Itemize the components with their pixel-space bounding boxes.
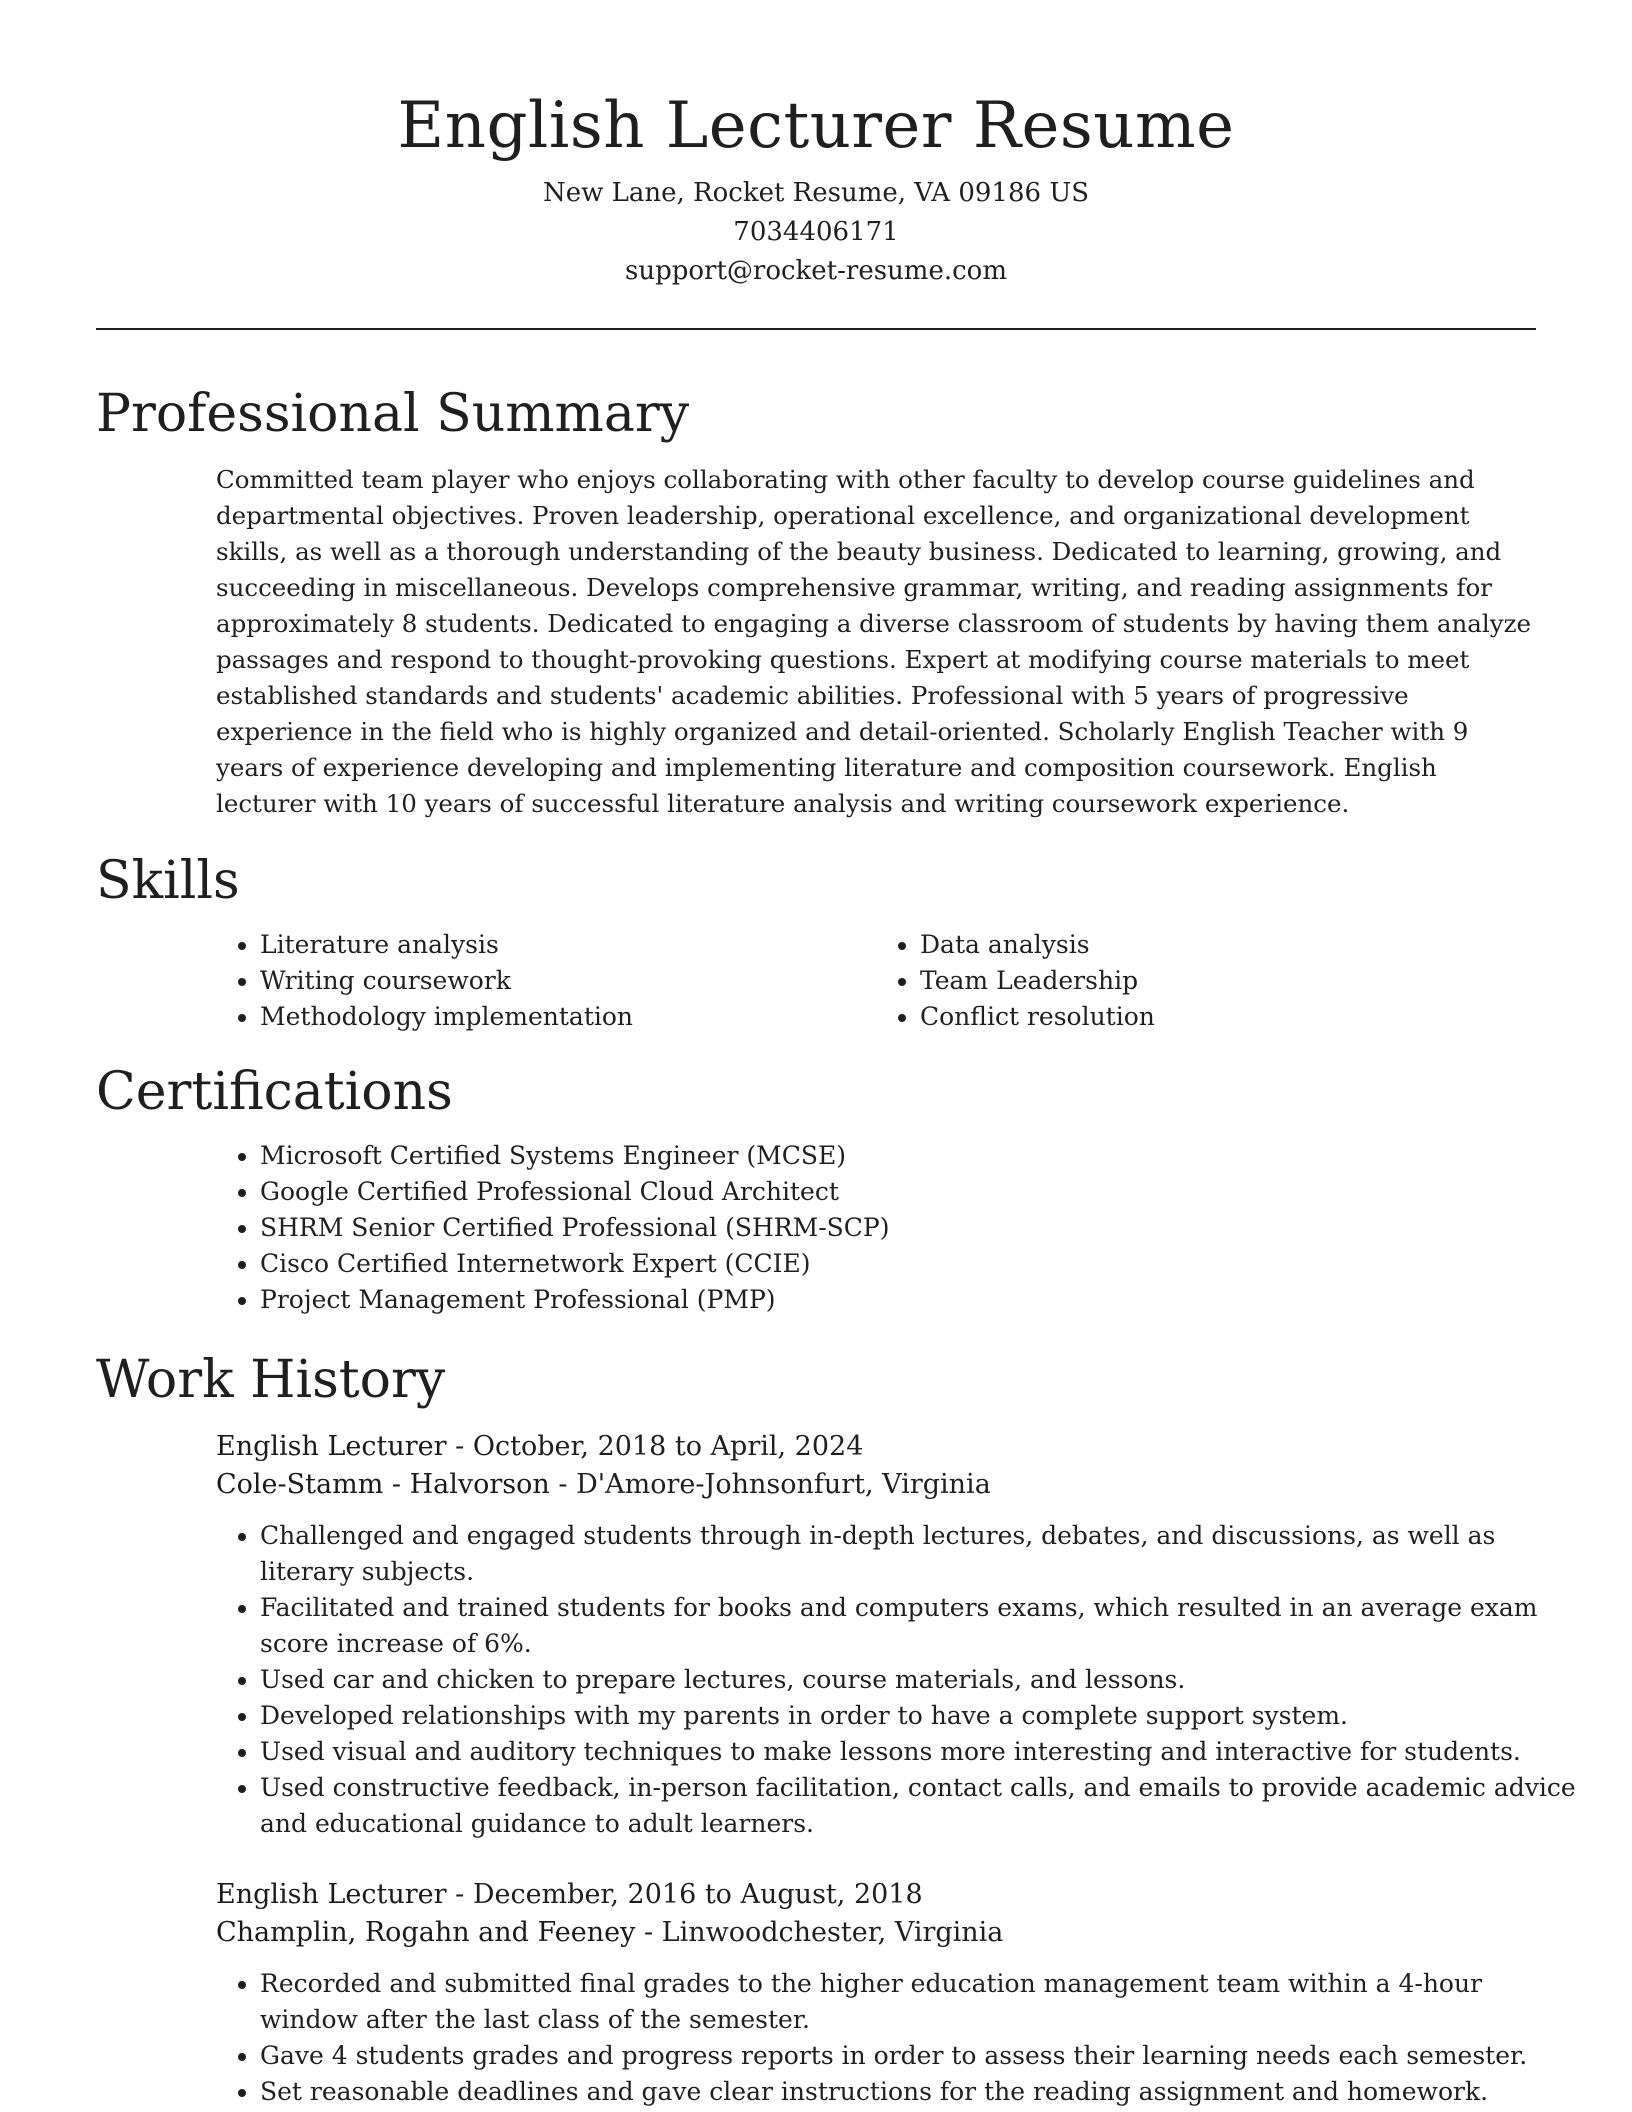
summary-text: Committed team player who enjoys collaborating with other faculty to develop course guidelines and departmental objectives. Proven leadership, operational excellence, and organizational development skills, as well as a thorough understanding of the beauty business. Dedicated to learning, growing, and succeeding in miscellaneous. Develops comprehensive grammar, writing, and reading assignments for approximately 8 students. Dedicated to engaging a diverse classroom of students by having them analyze passages and respond to thought-provoking questions. Expert at modifying course materials to meet established standards and students' academic abilities. Professional with 5 years of progressive experience in the field who is highly organized and detail-oriented. Scholarly English Teacher with 9 years of experience developing and implementing literature and composition coursework. English lecturer with 10 years of successful literature analysis and writing coursework experience. [216, 465, 1531, 818]
work-history-heading: Work History [96, 1350, 446, 1410]
skill-item: • Literature analysis [260, 927, 876, 963]
skill-item: • Team Leadership [920, 963, 1536, 999]
job-bullet: • Facilitated and trained students for books and computers exams, which resulted in an average exam score increase of 6%. [260, 1590, 1580, 1662]
header-divider [96, 328, 1536, 330]
job-bullet: • Used car and chicken to prepare lectures, course materials, and lessons. [260, 1662, 1580, 1698]
skills-list-left [216, 927, 876, 1035]
job-location: - Linwoodchester, Virginia [635, 1917, 1004, 1948]
job-role: English Lecturer [216, 1879, 447, 1910]
job-dates: - December, 2016 to August, 2018 [446, 1879, 923, 1910]
skill-item: • Data analysis [920, 927, 1536, 963]
skill-item: • Conflict resolution [920, 999, 1536, 1035]
job-dates: - October, 2018 to April, 2024 [446, 1431, 864, 1462]
job-location: - D'Amore-Johnsonfurt, Virginia [549, 1469, 991, 1500]
skill-item: • Methodology implementation [260, 999, 876, 1035]
resume-page [96, 0, 1576, 2106]
skills-heading: Skills [96, 851, 240, 911]
job-bullets [216, 1518, 1580, 1842]
job-company-line [216, 1466, 1536, 1504]
job-bullet: • Used visual and auditory techniques to make lessons more interesting and interactive for students. [260, 1734, 1580, 1770]
job-company: Cole-Stamm - Halvorson [216, 1469, 550, 1500]
job-title-line [216, 1876, 1536, 1914]
job-entry-1 [216, 1428, 1576, 1842]
contact-address: New Lane, Rocket Resume, VA 09186 US [542, 178, 1090, 208]
job-role: English Lecturer [216, 1431, 447, 1462]
contact-phone: 7034406171 [733, 217, 899, 247]
certification-item: • Cisco Certified Internetwork Expert (CCIE) [260, 1246, 1536, 1282]
job-bullet: • Developed relationships with my parents in order to have a complete support system. [260, 1698, 1580, 1734]
certification-item: • Project Management Professional (PMP) [260, 1282, 1536, 1318]
certifications-section [96, 1062, 1536, 1318]
contact-email: support@rocket-resume.com [624, 256, 1007, 286]
summary-heading: Professional Summary [96, 384, 690, 444]
skills-grid [216, 927, 1536, 1035]
skill-item: • Writing coursework [260, 963, 876, 999]
certification-item: • Google Certified Professional Cloud Architect [260, 1174, 1536, 1210]
job-bullet: • Set reasonable deadlines and gave clear instructions for the reading assignment and homework. [260, 2074, 1580, 2110]
job-bullet: • Challenged and engaged students through in-depth lectures, debates, and discussions, as well as literary subjects. [260, 1518, 1580, 1590]
certification-item: • SHRM Senior Certified Professional (SHRM-SCP) [260, 1210, 1536, 1246]
skills-section [96, 851, 1536, 1035]
job-bullets [216, 1966, 1580, 2110]
job-bullet: • Recorded and submitted final grades to the higher education management team within a 4-hour window after the last class of the semester. [260, 1966, 1580, 2038]
certifications-heading: Certifications [96, 1062, 453, 1122]
job-bullet: • Used constructive feedback, in-person facilitation, contact calls, and emails to provide academic advice and educational guidance to adult learners. [260, 1770, 1580, 1842]
certifications-list [216, 1138, 1536, 1318]
work-history-section [96, 1350, 1576, 2110]
summary-section [96, 384, 1536, 822]
skills-list-right [876, 927, 1536, 1035]
certification-item: • Microsoft Certified Systems Engineer (MCSE) [260, 1138, 1536, 1174]
job-company: Champlin, Rogahn and Feeney [216, 1917, 636, 1948]
job-title-line [216, 1428, 1536, 1466]
job-bullet: • Gave 4 students grades and progress reports in order to assess their learning needs each semester. [260, 2038, 1580, 2074]
contact-block [96, 174, 1536, 291]
job-company-line [216, 1914, 1536, 1952]
resume-title: English Lecturer Resume [397, 89, 1235, 163]
job-entry-2 [216, 1876, 1536, 2110]
